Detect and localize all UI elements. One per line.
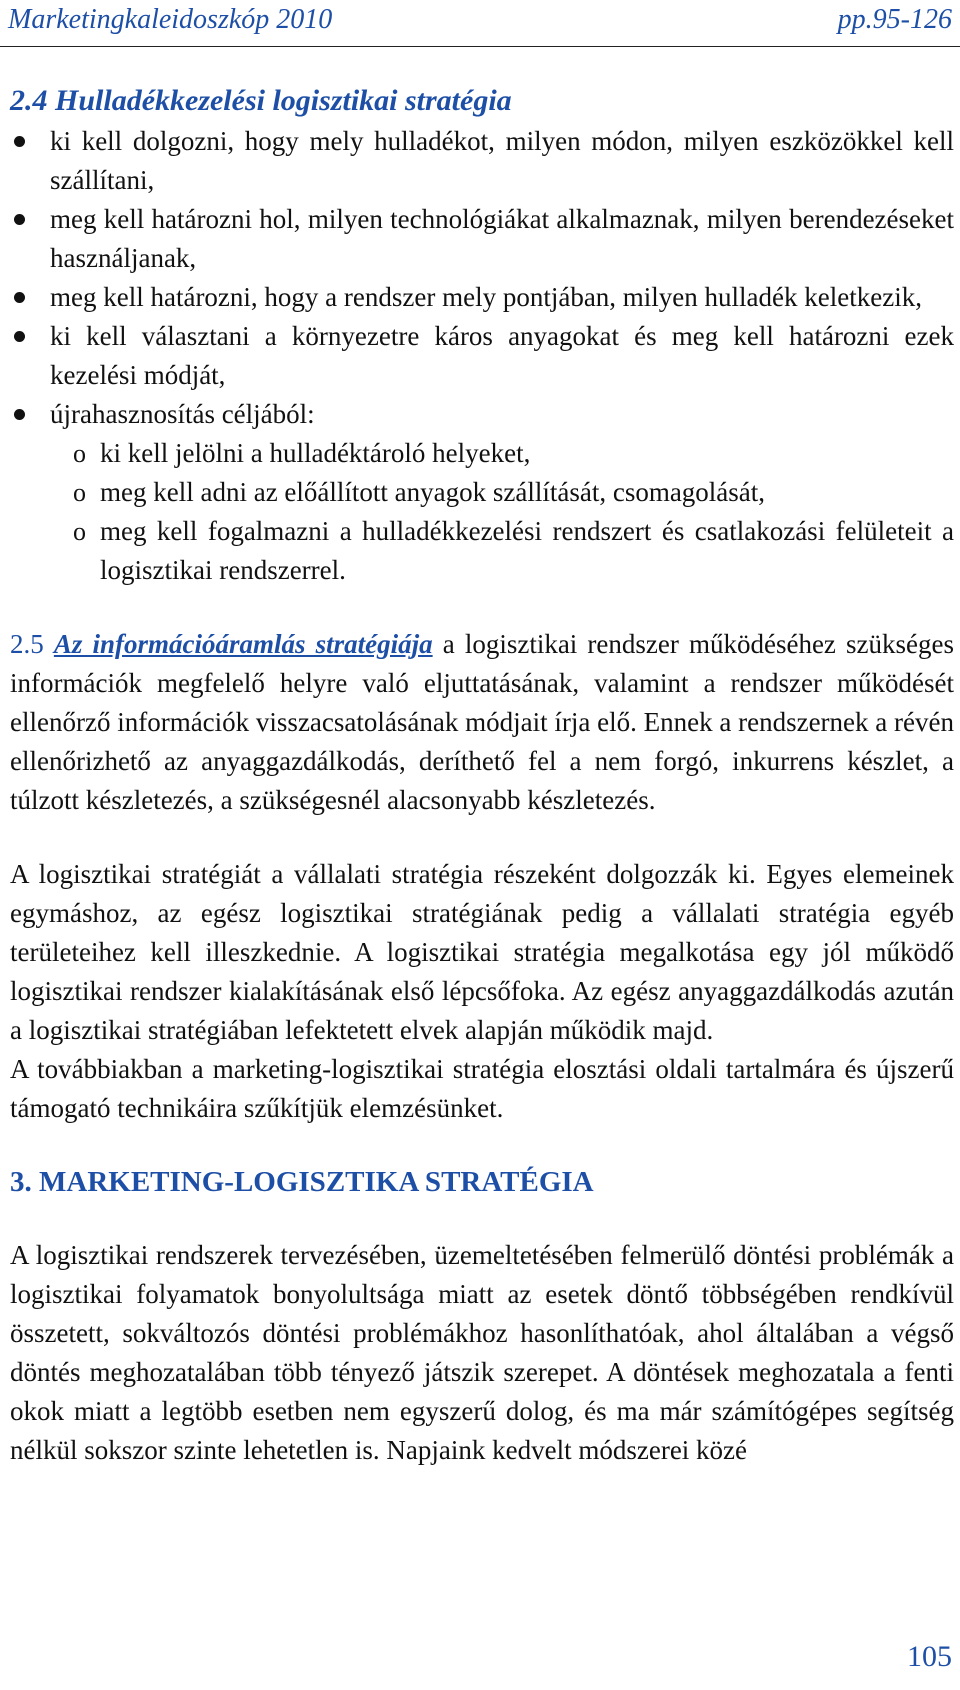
paragraph: A továbbiakban a marketing-logisztikai stratégia elosztási oldali tartalmára és újszerű támogató technikáira szűkítjük elemzésünket. [10,1054,954,1123]
section-3-paragraph: A logisztikai rendszerek tervezésében, üzemeltetésében felmerülő döntési problémák a logisztikai folyamatok bonyolultsága miatt az esetek döntő többségében rendkívül összetett, sokváltozós döntési problémákhoz hasonlíthatóak, ahol általában a végső döntés meghozatalában több tényező játszik szerepet. A döntések meghozatala a fenti okok miatt a legtöbb esetben nem egyszerű dolog, és ma már számítógépes segítség nélkül sokszor szinte lehetetlen is. Napjaink kedvelt módszerei közé [10,1240,954,1465]
section-number-2-5: 2.5 [10,629,44,659]
section-2-5-text: a logisztikai rendszer működéséhez szükséges információk megfelelő helyre való eljuttatásának, valamint a rendszer működését ellenőrző információk visszacsatolásának módjait írja elő. Ennek a rendszernek a révén ellenőrizhető az anyaggazdálkodás, deríthető fel a nem forgó, inkurrens készlet, a túlzott készletezés, a szükségesnél alacsonyabb készletezés. [10,629,954,815]
list-item: meg kell határozni, hogy a rendszer mely pontjában, milyen hulladék keletkezik, [10,278,954,317]
page-header [0,0,960,47]
list-item: ki kell választani a környezetre káros anyagokat és meg kell határozni ezek kezelési módját, [10,317,954,395]
page-range: pp.95-126 [837,4,952,35]
list-item: ki kell dolgozni, hogy mely hulladékot, milyen módon, milyen eszközökkel kell szállítani, [10,122,954,200]
page-content [10,80,954,1470]
list-item: újrahasznosítás céljából: [10,395,954,434]
journal-title: Marketingkaleidoszkóp 2010 [8,4,333,35]
section-title-3: 3. MARKETING-LOGISZTIKA STRATÉGIA [10,1166,594,1198]
section-2-5-paragraph [10,625,954,820]
section-title-2-4: 2.4 Hulladékkezelési logisztikai stratégia [10,84,512,117]
section-title-2-5: Az információáramlás stratégiája [53,629,433,659]
paragraph: A logisztikai stratégiát a vállalati stratégia részeként dolgozzák ki. Egyes elemeinek egymáshoz, az egész logisztikai stratégiának pedig a vállalati stratégia egyéb területeihez kell illeszkednie. A logisztikai stratégia megalkotása egy jól működő logisztikai rendszer kialakításának első lépcsőfoka. Az egész anyaggazdálkodás azután a logisztikai stratégiában lefektetett elvek alapján működik majd. [10,859,954,1045]
sub-list-item: o meg kell adni az előállított anyagok szállítását, csomagolását, [10,473,954,512]
sub-list-item: o ki kell jelölni a hulladéktároló helyeket, [10,434,954,473]
list-item: meg kell határozni hol, milyen technológiákat alkalmaznak, milyen berendezéseket használjanak, [10,200,954,278]
bullet-list [10,122,954,434]
sub-bullet-list [10,434,954,590]
page-number: 105 [907,1640,952,1673]
sub-list-item: o meg kell fogalmazni a hulladékkezelési rendszert és csatlakozási felületeit a logisztikai rendszerrel. [10,512,954,590]
